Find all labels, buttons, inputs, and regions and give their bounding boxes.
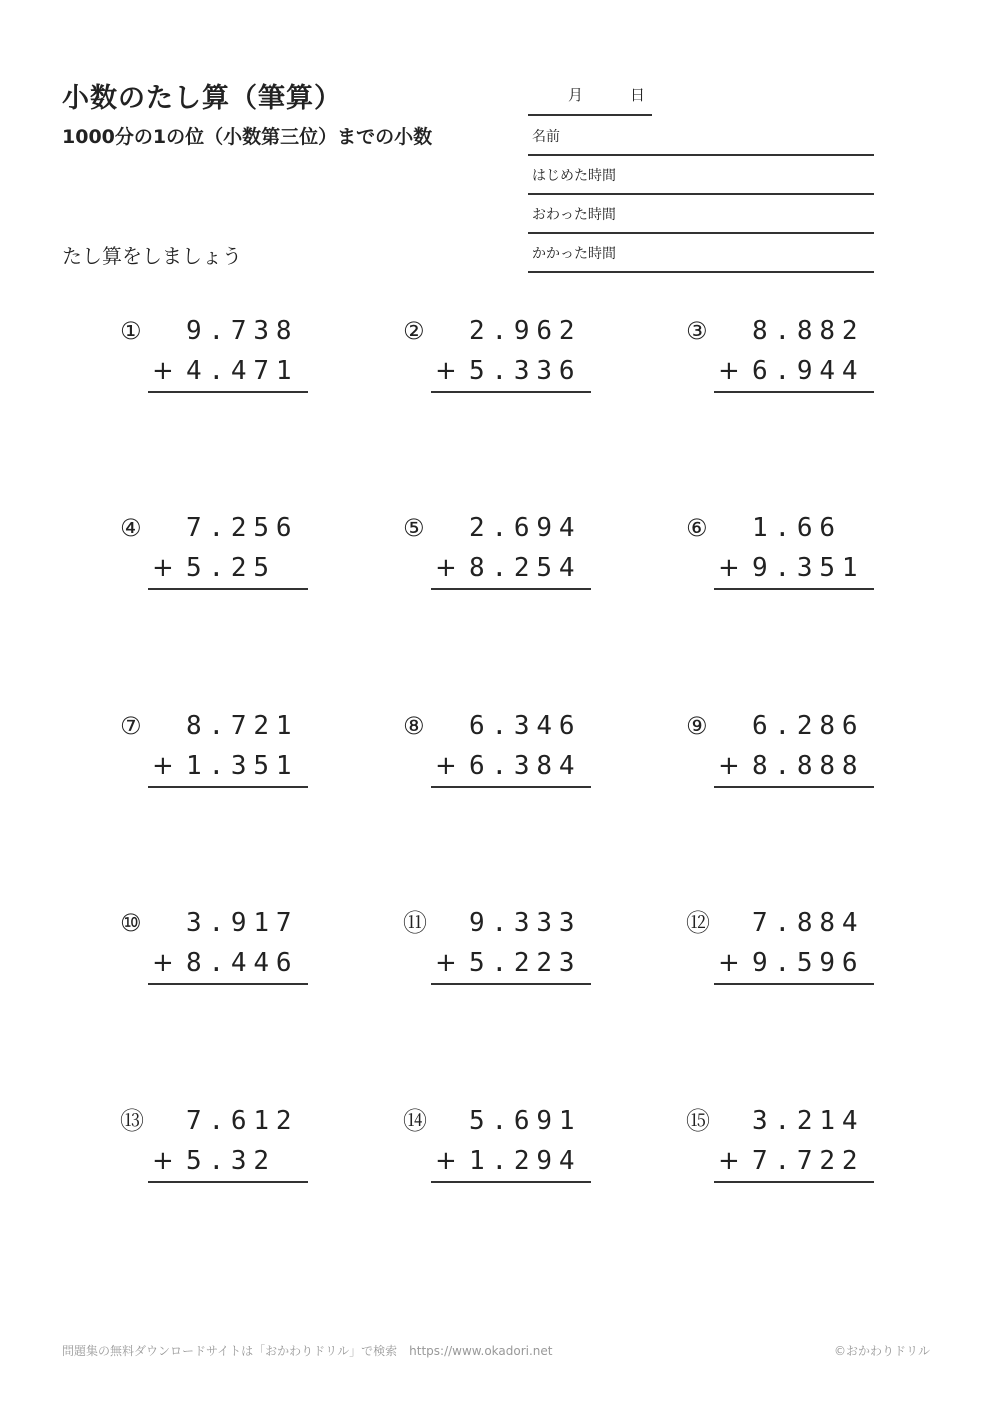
problem-14 xyxy=(403,1106,643,1206)
addend-top: 6.286 xyxy=(752,711,865,741)
addend-bottom: 5.223 xyxy=(469,948,582,978)
plus-sign: + xyxy=(435,751,457,781)
problem-number: ⑦ xyxy=(120,712,142,740)
addend-top: 7.256 xyxy=(186,513,299,543)
problem-number: ⑪ xyxy=(403,909,427,937)
page-title: 小数のたし算（筆算） xyxy=(62,83,342,114)
addend-bottom: 8.446 xyxy=(186,948,299,978)
plus-sign: + xyxy=(152,1146,174,1176)
addend-top: 3.917 xyxy=(186,908,299,938)
problem-2 xyxy=(403,316,643,416)
problem-number: ⑧ xyxy=(403,712,425,740)
addend-top: 9.738 xyxy=(186,316,299,346)
problem-8 xyxy=(403,711,643,811)
plus-sign: + xyxy=(152,356,174,386)
addend-bottom: 1.294 xyxy=(469,1146,582,1176)
addend-bottom: 5.25 xyxy=(186,553,276,583)
problem-6 xyxy=(686,513,926,613)
addend-top: 5.691 xyxy=(469,1106,582,1136)
plus-sign: + xyxy=(152,751,174,781)
problem-number: ⑭ xyxy=(403,1107,427,1135)
problem-1 xyxy=(120,316,360,416)
problem-number: ⑩ xyxy=(120,909,142,937)
addend-top: 6.346 xyxy=(469,711,582,741)
addend-bottom: 7.722 xyxy=(752,1146,865,1176)
problem-9 xyxy=(686,711,926,811)
problem-number: ① xyxy=(120,317,142,345)
answer-line[interactable] xyxy=(431,391,591,393)
day-label: 日 xyxy=(630,86,646,104)
plus-sign: + xyxy=(435,1146,457,1176)
problem-number: ⑮ xyxy=(686,1107,710,1135)
end-time-label: おわった時間 xyxy=(532,207,616,223)
addend-top: 7.612 xyxy=(186,1106,299,1136)
problem-12 xyxy=(686,908,926,1008)
addend-bottom: 8.254 xyxy=(469,553,582,583)
plus-sign: + xyxy=(718,1146,740,1176)
plus-sign: + xyxy=(718,751,740,781)
elapsed-time-label: かかった時間 xyxy=(532,246,616,262)
addend-bottom: 5.336 xyxy=(469,356,582,386)
answer-line[interactable] xyxy=(148,1181,308,1183)
problem-11 xyxy=(403,908,643,1008)
problem-4 xyxy=(120,513,360,613)
footer-site-text: 問題集の無料ダウンロードサイトは「おかわりドリル」で検索 https://www.okadori.net xyxy=(62,1344,553,1358)
answer-line[interactable] xyxy=(714,588,874,590)
plus-sign: + xyxy=(435,948,457,978)
addend-top: 8.721 xyxy=(186,711,299,741)
addend-top: 3.214 xyxy=(752,1106,865,1136)
problem-number: ⑫ xyxy=(686,909,710,937)
addend-bottom: 6.944 xyxy=(752,356,865,386)
answer-line[interactable] xyxy=(714,391,874,393)
addend-top: 2.962 xyxy=(469,316,582,346)
addend-top: 2.694 xyxy=(469,513,582,543)
name-field[interactable] xyxy=(528,116,874,156)
problem-number: ③ xyxy=(686,317,708,345)
addend-top: 9.333 xyxy=(469,908,582,938)
problem-number: ⑥ xyxy=(686,514,708,542)
answer-line[interactable] xyxy=(714,983,874,985)
answer-line[interactable] xyxy=(148,983,308,985)
problem-number: ⑤ xyxy=(403,514,425,542)
addend-top: 1.66 xyxy=(752,513,842,543)
name-label: 名前 xyxy=(532,129,560,145)
answer-line[interactable] xyxy=(431,1181,591,1183)
month-label: 月 xyxy=(568,86,584,104)
answer-line[interactable] xyxy=(148,786,308,788)
plus-sign: + xyxy=(152,948,174,978)
page-subtitle: 1000分の1の位（小数第三位）までの小数 xyxy=(62,126,433,148)
plus-sign: + xyxy=(435,356,457,386)
plus-sign: + xyxy=(718,553,740,583)
answer-line[interactable] xyxy=(431,983,591,985)
footer-copyright: ©おかわりドリル xyxy=(833,1344,930,1358)
addend-bottom: 4.471 xyxy=(186,356,299,386)
problem-number: ⑬ xyxy=(120,1107,144,1135)
addend-bottom: 8.888 xyxy=(752,751,865,781)
addend-top: 8.882 xyxy=(752,316,865,346)
answer-line[interactable] xyxy=(714,786,874,788)
plus-sign: + xyxy=(718,948,740,978)
problem-15 xyxy=(686,1106,926,1206)
problem-number: ② xyxy=(403,317,425,345)
elapsed-time-field[interactable] xyxy=(528,233,874,273)
problem-number: ⑨ xyxy=(686,712,708,740)
answer-line[interactable] xyxy=(148,588,308,590)
problem-7 xyxy=(120,711,360,811)
addend-bottom: 5.32 xyxy=(186,1146,276,1176)
plus-sign: + xyxy=(435,553,457,583)
answer-line[interactable] xyxy=(431,588,591,590)
answer-line[interactable] xyxy=(431,786,591,788)
addend-bottom: 9.596 xyxy=(752,948,865,978)
problem-3 xyxy=(686,316,926,416)
problem-10 xyxy=(120,908,360,1008)
start-time-label: はじめた時間 xyxy=(532,168,616,184)
plus-sign: + xyxy=(152,553,174,583)
addend-top: 7.884 xyxy=(752,908,865,938)
addend-bottom: 6.384 xyxy=(469,751,582,781)
problem-5 xyxy=(403,513,643,613)
start-time-field[interactable] xyxy=(528,155,874,195)
addend-bottom: 1.351 xyxy=(186,751,299,781)
answer-line[interactable] xyxy=(714,1181,874,1183)
answer-line[interactable] xyxy=(148,391,308,393)
problem-number: ④ xyxy=(120,514,142,542)
problem-13 xyxy=(120,1106,360,1206)
plus-sign: + xyxy=(718,356,740,386)
instruction-text: たし算をしましょう xyxy=(62,244,242,268)
addend-bottom: 9.351 xyxy=(752,553,865,583)
end-time-field[interactable] xyxy=(528,194,874,234)
